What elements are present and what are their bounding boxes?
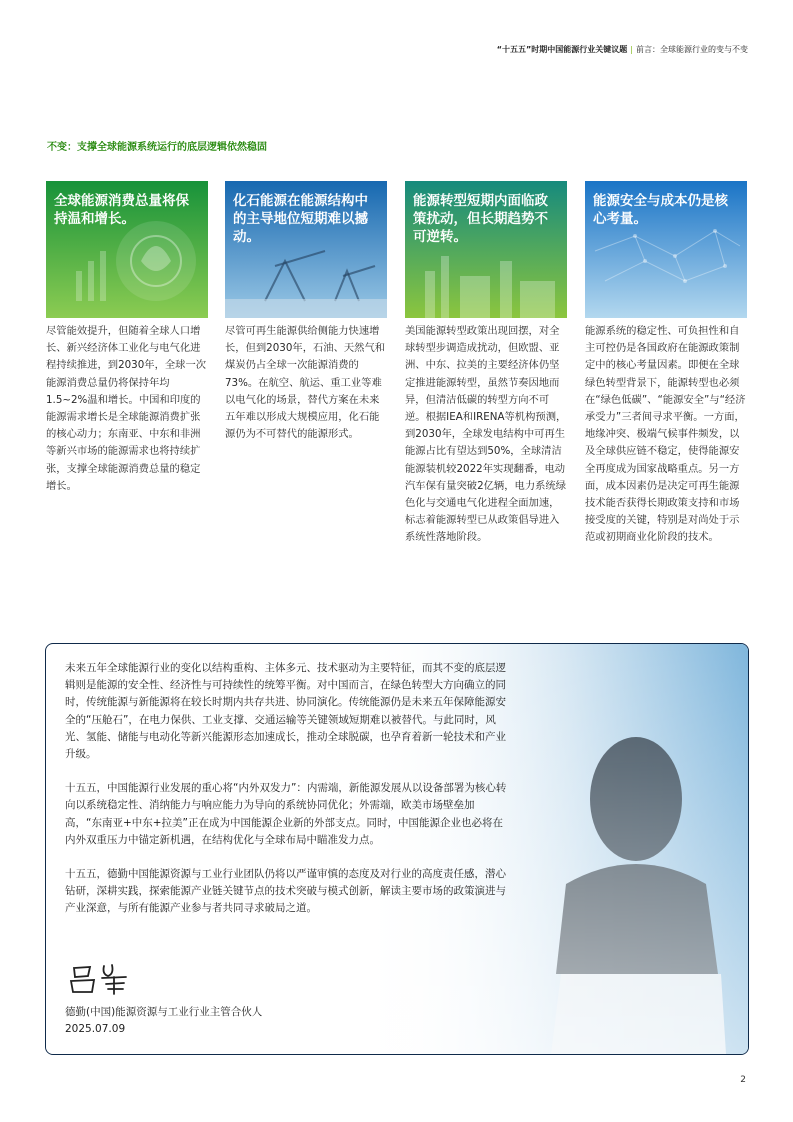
foreword-text	[65, 660, 511, 935]
card-image-industrial-plant	[405, 181, 567, 318]
card-title: 全球能源消费总量将保持温和增长。	[54, 193, 189, 227]
card-fossil-energy	[225, 181, 387, 443]
card-body: 尽管能效提升，但随着全球人口增长、新兴经济体工业化与电气化进程持续推进，到2030年，全球一次能源消费总量仍将保持年均1.5~2%温和增长。中国和印度的能源需求增长是全球能源消费扩张的核心动力；东南亚、中东和非洲等新兴市场的能源需求也将持续扩张，支撑全球能源消费总量的稳定增长。	[46, 325, 207, 492]
signer-title: 德勤(中国)能源资源与工业行业主管合伙人	[65, 1006, 263, 1018]
header-section: 前言：全球能源行业的变与不变	[636, 45, 748, 54]
card-image-oil-field	[225, 181, 387, 318]
header-separator: |	[630, 45, 633, 54]
foreword-paragraph: 十五五，中国能源行业发展的重心将“内外双发力”：内需端，新能源发展从以设备部署为核心转向以系统稳定性、消纳能力与响应能力为导向的系统协同优化；外需端，欧美市场壁垒加高，“东南亚+中东+拉美”正在成为中国能源企业新的外部支点。同时，中国能源企业也必将在内外双重压力中锚定新机遇，在结构优化与全球布局中瞄准发力点。	[65, 782, 507, 846]
foreword-paragraph: 十五五，德勤中国能源资源与工业行业团队仍将以严谨审慎的态度及对行业的高度责任感，潜心钻研，深耕实践，探索能源产业链关键节点的技术突破与模式创新，解读主要市场的政策演进与产业深意，与所有能源产业参与者共同寻求破局之道。	[65, 868, 506, 915]
card-energy-transition	[405, 181, 567, 547]
card-body: 尽管可再生能源供给侧能力快速增长，但到2030年，石油、天然气和煤炭仍占全球一次能源消费的73%。在航空、航运、重工业等难以电气化的场景，替代方案在未来五年难以形成大规模应用，化石能源仍为不可替代的能源形式。	[225, 325, 386, 441]
card-energy-security	[585, 181, 747, 547]
foreword-date: 2025.07.09	[65, 1023, 126, 1035]
card-title: 能源安全与成本仍是核心考量。	[593, 193, 728, 227]
signer-info	[65, 1004, 262, 1038]
card-image-city-network	[585, 181, 747, 318]
foreword-box	[45, 643, 749, 1055]
card-title: 化石能源在能源结构中的主导地位短期难以撼动。	[233, 193, 368, 245]
card-body: 能源系统的稳定性、可负担性和自主可控仍是各国政府在能源政策制定中的核心考量因素。即便在全球绿色转型背景下，能源转型也必须在“绿色低碳”、“能源安全”与“经济承受力”三者间寻求平衡。一方面，地缘冲突、极端气候事件频发，以及全球供应链不稳定，使得能源安全再度成为国家战略重点。另一方面，成本因素仍是决定可再生能源技术能否获得长期政策支持和市场接受度的关键，特别是对尚处于示范或初期商业化阶段的技术。	[585, 325, 746, 544]
page-number: 2	[740, 1075, 746, 1085]
foreword-paragraph: 未来五年全球能源行业的变化以结构重构、主体多元、技术驱动为主要特征，而其不变的底层逻辑则是能源的安全性、经济性与可持续性的统筹平衡。对中国而言，在绿色转型大方向确立的同时，传统能源与新能源将在较长时期内共存共进、协同演化。传统能源仍是未来五年保障能源安全的“压舱石”，在电力保供、工业支撑、交通运输等关键领域短期难以被替代。与此同时，风光、氢能、储能与电动化等新兴能源形态加速成长，推动全球脱碳，也孕育着新一轮技术和产业升级。	[65, 662, 506, 761]
card-energy-consumption	[46, 181, 208, 495]
signature-graphic	[68, 962, 138, 996]
card-image-green-energy	[46, 181, 208, 318]
section-title: 不变：支撑全球能源系统运行的底层逻辑依然稳固	[47, 142, 267, 153]
report-title: “十五五”时期中国能源行业关键议题	[496, 45, 628, 54]
card-title: 能源转型短期内面临政策扰动，但长期趋势不可逆转。	[413, 193, 548, 245]
card-body: 美国能源转型政策出现回摆，对全球转型步调造成扰动，但欧盟、亚洲、中东、拉美的主要经济体仍坚定推进能源转型，虽然节奏因地而异，但清洁低碳的转型方向不可逆。根据IEA和IRENA等机构预测，到2030年，全球发电结构中可再生能源占比有望达到50%，全球清洁能源装机较2022年实现翻番，电动汽车保有量突破2亿辆，电力系统绿色化与交通电气化进程全面加速，标志着能源转型已从政策倡导进入系统性落地阶段。	[405, 325, 567, 544]
handwritten-signature	[68, 962, 138, 1000]
running-header	[497, 44, 748, 55]
